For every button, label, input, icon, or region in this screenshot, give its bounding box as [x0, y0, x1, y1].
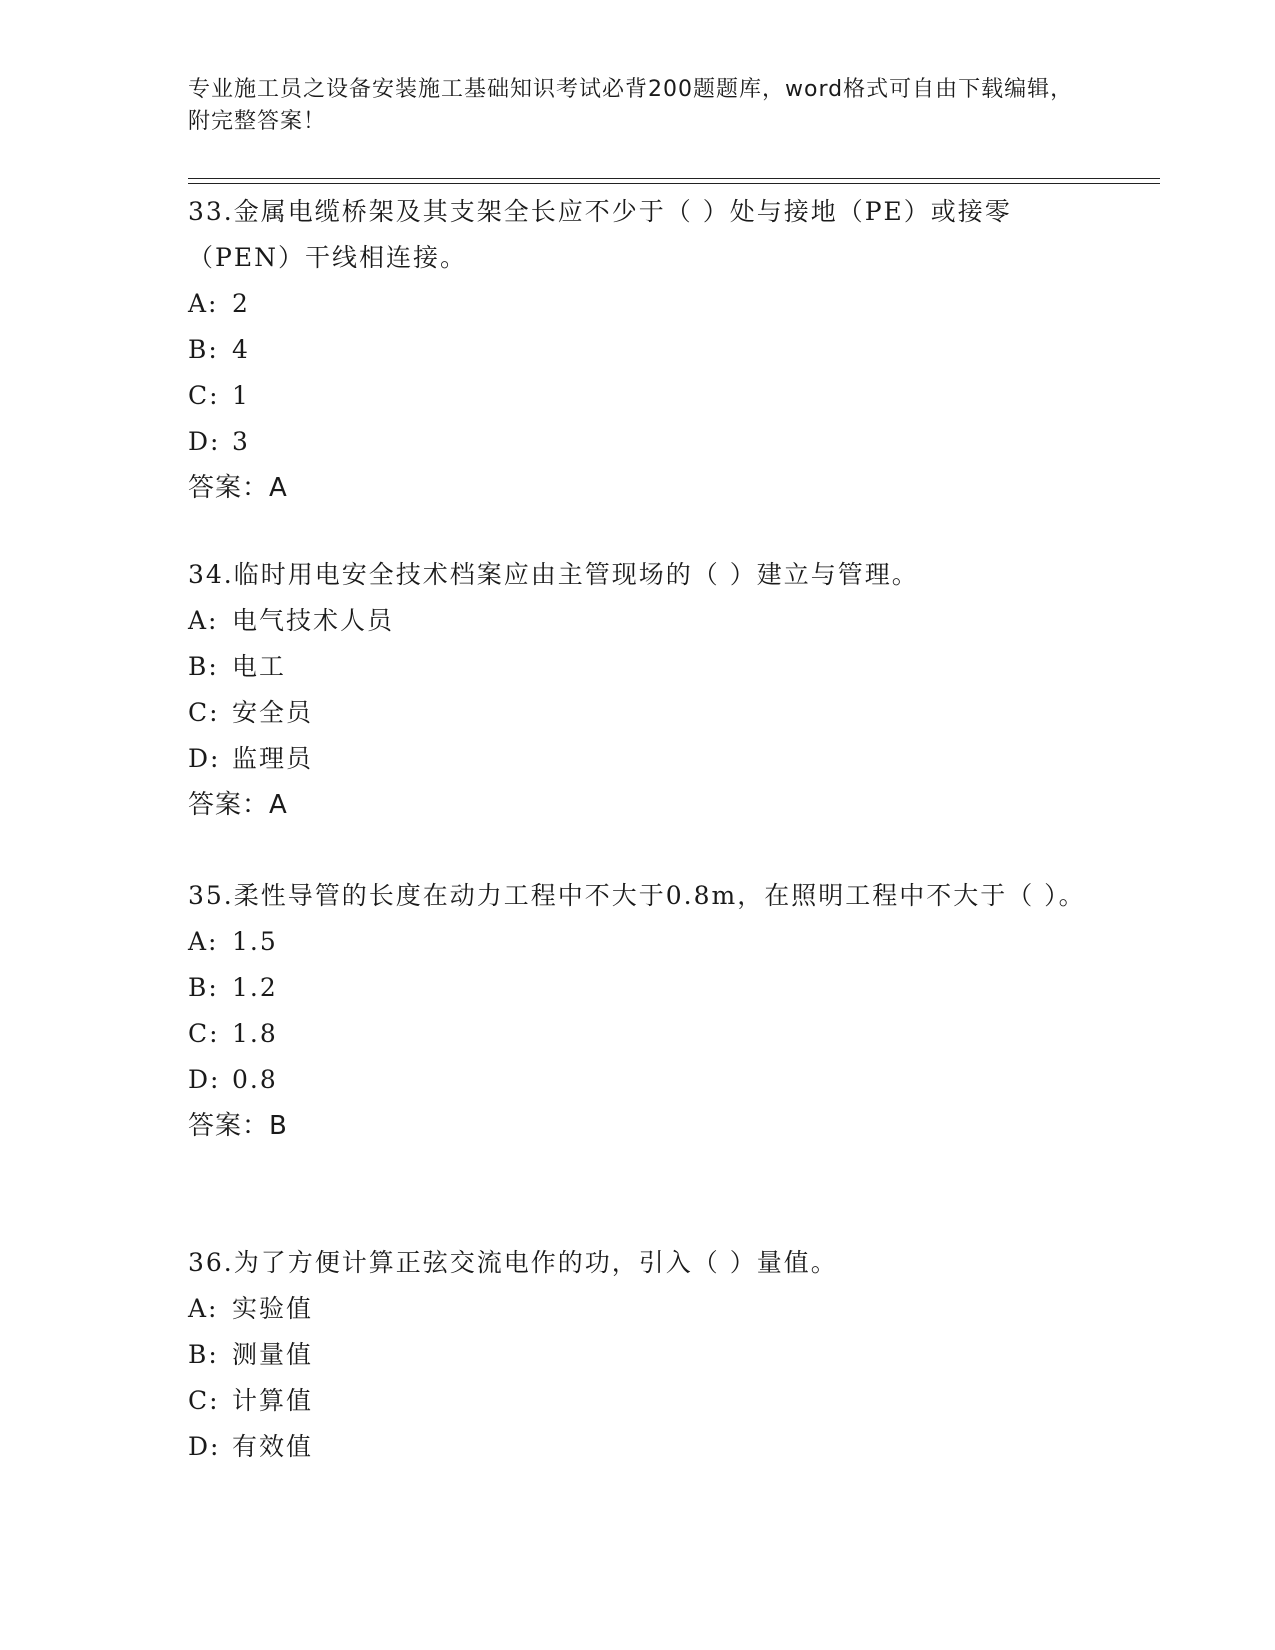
option-text: 有效值	[232, 1432, 314, 1461]
option-key: B:	[188, 652, 219, 681]
option-text: 1.5	[232, 927, 278, 956]
answer-line: 答案：A	[188, 790, 288, 820]
option-text: 安全员	[232, 698, 314, 727]
document-header: 专业施工员之设备安装施工基础知识考试必背200题题库，word格式可自由下载编辑，附完整答案！	[188, 77, 1074, 134]
option-b	[188, 1332, 1088, 1378]
option-c	[188, 1378, 1088, 1424]
question-stem: 36.为了方便计算正弦交流电作的功，引入（ ）量值。	[188, 1248, 838, 1277]
answer-line: 答案：B	[188, 1111, 288, 1141]
answer-line: 答案：A	[188, 473, 288, 503]
option-key: A:	[188, 289, 219, 318]
option-key: D:	[188, 1065, 221, 1094]
option-text: 1.2	[232, 973, 278, 1002]
question-35	[188, 873, 1088, 1149]
option-a	[188, 598, 1088, 644]
option-text: 2	[232, 289, 250, 318]
option-text: 4	[232, 335, 250, 364]
option-text: 0.8	[232, 1065, 278, 1094]
option-key: B:	[188, 335, 219, 364]
question-stem: 35.柔性导管的长度在动力工程中不大于0.8m，在照明工程中不大于（ ）。	[188, 881, 1086, 910]
option-text: 实验值	[232, 1294, 314, 1323]
option-b	[188, 644, 1088, 690]
option-a	[188, 919, 1088, 965]
option-d	[188, 419, 1088, 465]
question-stem: 34.临时用电安全技术档案应由主管现场的（ ）建立与管理。	[188, 560, 919, 589]
option-c	[188, 690, 1088, 736]
option-c	[188, 1011, 1088, 1057]
option-d	[188, 1057, 1088, 1103]
option-text: 测量值	[232, 1340, 314, 1369]
option-text: 监理员	[232, 744, 314, 773]
option-d	[188, 1424, 1088, 1470]
question-stem: 33.金属电缆桥架及其支架全长应不少于（ ）处与接地（PE）或接零（PEN）干线相连接。	[188, 197, 1012, 272]
question-36	[188, 1240, 1088, 1470]
option-key: A:	[188, 606, 219, 635]
option-key: D:	[188, 427, 221, 456]
option-a	[188, 1286, 1088, 1332]
option-b	[188, 965, 1088, 1011]
option-key: B:	[188, 973, 219, 1002]
option-key: C:	[188, 1019, 220, 1048]
option-b	[188, 327, 1088, 373]
option-text: 电气技术人员	[232, 606, 395, 635]
option-a	[188, 281, 1088, 327]
question-34	[188, 552, 1088, 828]
option-key: C:	[188, 698, 220, 727]
option-key: D:	[188, 744, 221, 773]
header-divider-top	[188, 178, 1160, 179]
question-33	[188, 189, 1088, 511]
option-d	[188, 736, 1088, 782]
option-c	[188, 373, 1088, 419]
option-key: C:	[188, 1386, 220, 1415]
option-text: 1.8	[232, 1019, 278, 1048]
option-key: C:	[188, 381, 220, 410]
option-text: 计算值	[232, 1386, 314, 1415]
option-text: 1	[232, 381, 250, 410]
option-key: A:	[188, 927, 219, 956]
option-text: 电工	[232, 652, 287, 681]
option-key: A:	[188, 1294, 219, 1323]
header-divider-bottom	[188, 183, 1160, 184]
option-key: B:	[188, 1340, 219, 1369]
option-text: 3	[232, 427, 250, 456]
option-key: D:	[188, 1432, 221, 1461]
